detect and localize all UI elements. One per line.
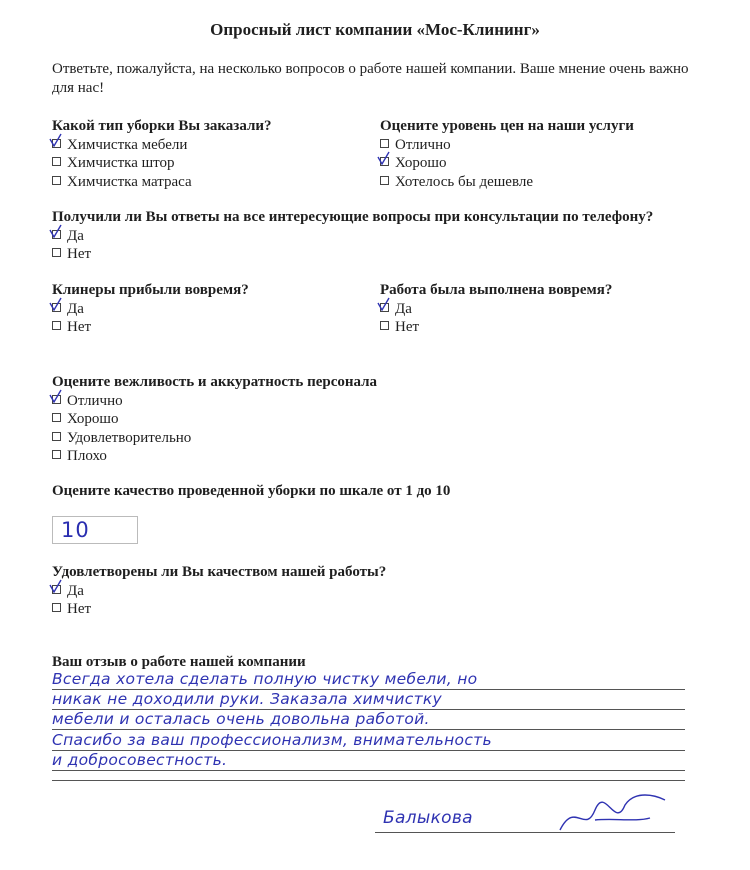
checkbox[interactable]: [380, 321, 389, 330]
checkbox[interactable]: [52, 176, 61, 185]
question-title: Клинеры прибыли вовремя?: [52, 282, 249, 298]
option-excellent[interactable]: Отлично: [380, 136, 634, 155]
option-furniture[interactable]: Химчистка мебели: [52, 136, 272, 155]
option-yes[interactable]: Да: [52, 227, 653, 246]
score-input[interactable]: [52, 516, 138, 544]
check-mark-icon: [49, 389, 63, 407]
review-line: и добросовестность.: [52, 751, 228, 769]
question-title: Какой тип уборки Вы заказали?: [52, 118, 272, 134]
checkbox[interactable]: [52, 450, 61, 459]
check-mark-icon: [49, 579, 63, 597]
question-cleaners-on-time: [52, 281, 249, 337]
ruled-line: [52, 770, 685, 771]
option-poor[interactable]: Плохо: [52, 447, 377, 466]
option-good[interactable]: Хорошо: [52, 410, 377, 429]
checkbox[interactable]: [380, 139, 389, 148]
option-excellent[interactable]: Отлично: [52, 392, 377, 411]
option-no[interactable]: Нет: [380, 318, 612, 337]
option-good[interactable]: Хорошо: [380, 154, 634, 173]
signature-area: [375, 790, 685, 840]
question-title: Получили ли Вы ответы на все интересующие вопросы при консультации по телефону?: [52, 209, 654, 225]
checkbox[interactable]: [52, 413, 61, 422]
question-title: Удовлетворены ли Вы качеством нашей работы?: [52, 564, 387, 580]
option-curtains[interactable]: Химчистка штор: [52, 154, 272, 173]
question-cleaning-type: [52, 117, 272, 191]
check-mark-icon: [49, 133, 63, 151]
checkbox[interactable]: [52, 157, 61, 166]
check-mark-icon: [377, 297, 391, 315]
question-title: Оцените качество проведенной уборки по шкале от 1 до 10: [52, 483, 451, 499]
review-line: мебели и осталась очень довольна работой.: [52, 710, 430, 728]
review-line: Всегда хотела сделать полную чистку мебели, но: [52, 670, 478, 688]
option-yes[interactable]: Да: [52, 582, 386, 601]
check-mark-icon: [49, 224, 63, 242]
check-mark-icon: [377, 151, 391, 169]
option-mattress[interactable]: Химчистка матраса: [52, 173, 272, 192]
checkbox[interactable]: [52, 321, 61, 330]
option-yes[interactable]: Да: [52, 300, 249, 319]
checkbox[interactable]: [52, 248, 61, 257]
review-line: Спасибо за ваш профессионализм, внимательность: [52, 731, 492, 749]
question-title: Работа была выполнена вовремя?: [380, 282, 613, 298]
question-phone-consultation: [52, 208, 653, 264]
checkbox[interactable]: [52, 603, 61, 612]
intro-text: Ответьте, пожалуйста, на несколько вопросов о работе нашей компании. Ваше мнение очень важно для нас!: [52, 61, 689, 96]
question-price-level: [380, 117, 634, 191]
checkbox[interactable]: [380, 176, 389, 185]
check-mark-icon: [49, 297, 63, 315]
option-yes[interactable]: Да: [380, 300, 612, 319]
option-cheaper[interactable]: Хотелось бы дешевле: [380, 173, 634, 192]
ruled-line: [52, 729, 685, 730]
page-title: Опросный лист компании «Мос-Клининг»: [210, 20, 540, 39]
question-title: Оцените уровень цен на наши услуги: [380, 118, 634, 134]
signature-name: Балыкова: [383, 808, 473, 828]
signature-line: [375, 832, 675, 833]
option-no[interactable]: Нет: [52, 600, 386, 619]
checkbox[interactable]: [52, 432, 61, 441]
review-line: никак не доходили руки. Заказала химчистку: [52, 690, 443, 708]
question-satisfaction: [52, 563, 386, 619]
question-title: Оцените вежливость и аккуратность персонала: [52, 374, 378, 390]
score-value: 10: [61, 518, 90, 542]
question-quality-score: [52, 482, 450, 501]
question-work-on-time: [380, 281, 612, 337]
ruled-line: [52, 780, 685, 781]
review-title: Ваш отзыв о работе нашей компании: [52, 654, 306, 670]
option-no[interactable]: Нет: [52, 318, 249, 337]
question-staff-politeness: [52, 373, 377, 466]
option-no[interactable]: Нет: [52, 245, 653, 264]
option-satisfactory[interactable]: Удовлетворительно: [52, 429, 377, 448]
